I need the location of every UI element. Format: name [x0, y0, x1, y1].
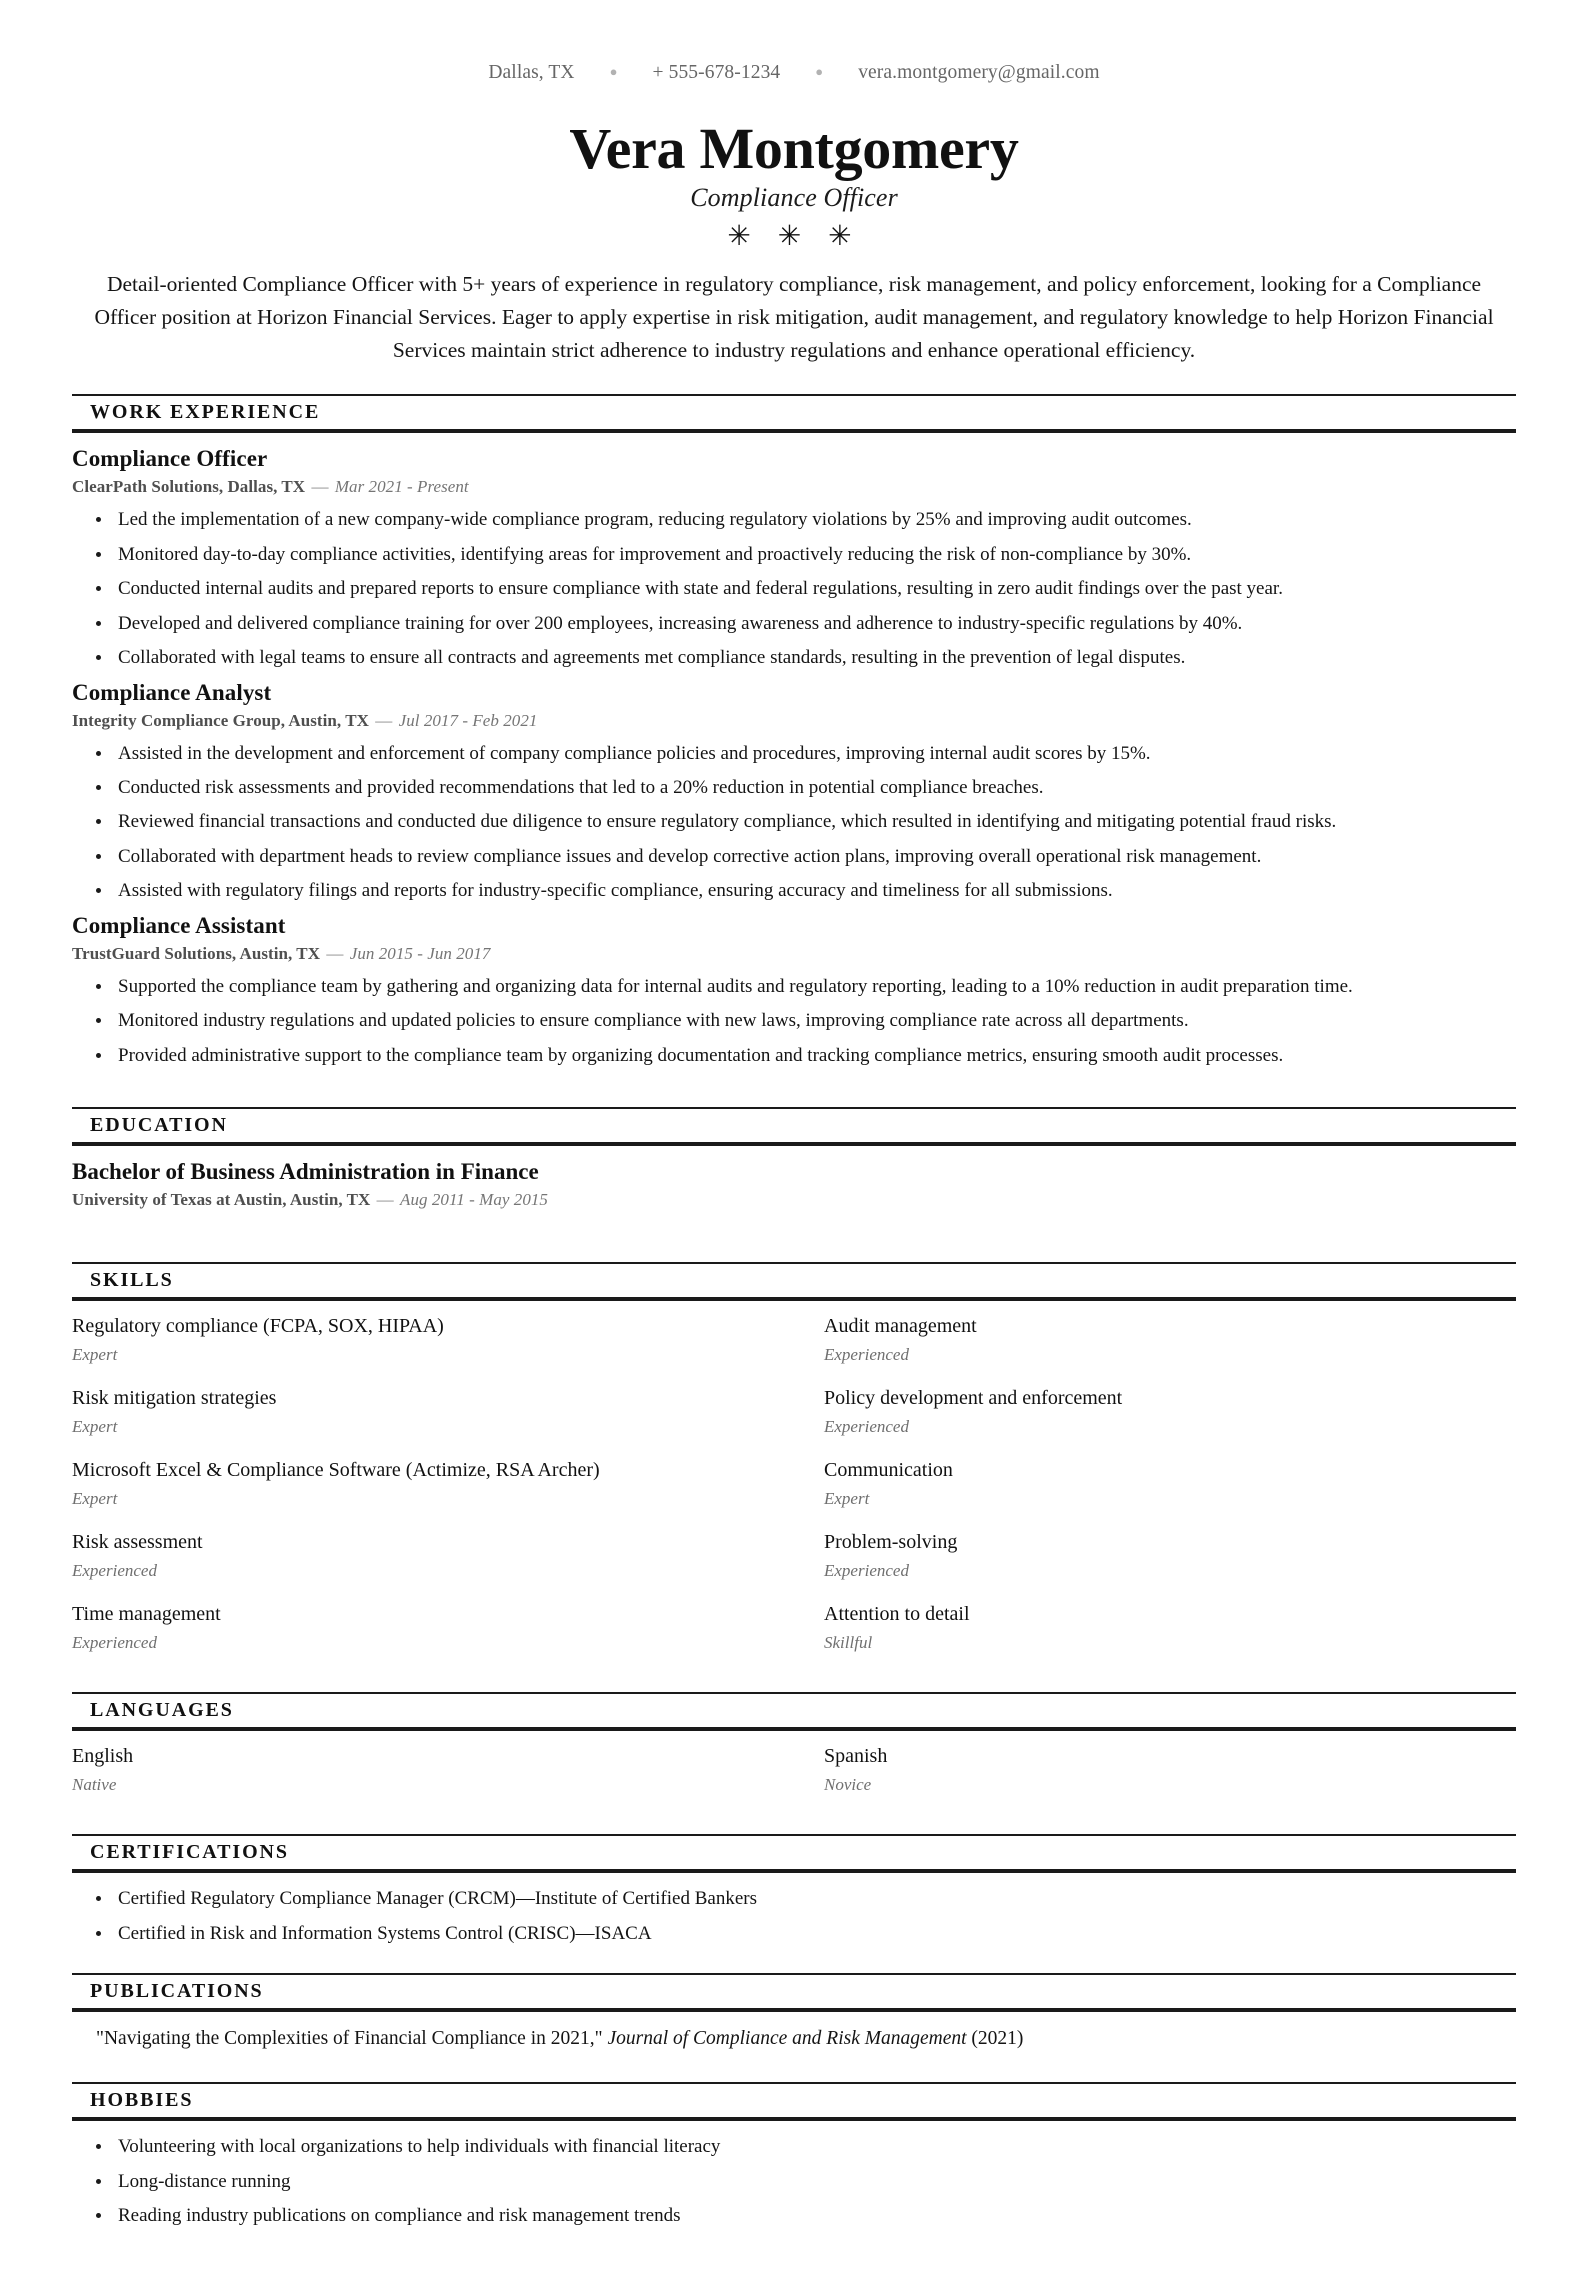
skills-grid: [72, 1314, 1516, 1674]
section-publications: [72, 1973, 1516, 2052]
experience-meta: [72, 477, 1516, 497]
publication-journal: Journal of Compliance and Risk Management: [607, 2028, 967, 2050]
skill-level: Expert: [72, 1417, 118, 1437]
list-item: Provided administrative support to the compliance team by organizing documentation and tracking compliance metrics, ensuring smooth audit processes.: [72, 1043, 1516, 1068]
section-header-hobbies: [72, 2082, 1516, 2121]
skill-item: [824, 1530, 1516, 1581]
skill-item: [72, 1386, 764, 1437]
section-title: CERTIFICATIONS: [90, 1841, 289, 1864]
section-header-languages: [72, 1692, 1516, 1731]
list-item: Collaborated with department heads to review compliance issues and develop corrective action plans, improving overall operational risk management.: [72, 844, 1516, 869]
skill-item: [824, 1386, 1516, 1437]
section-skills: [72, 1262, 1516, 1674]
education-dates: Aug 2011 - May 2015: [400, 1190, 548, 1210]
experience-bullet-list: [72, 507, 1516, 670]
education-degree: Bachelor of Business Administration in Finance: [72, 1159, 539, 1185]
certifications-list: [72, 1886, 1516, 1946]
list-item: Monitored industry regulations and updated policies to ensure compliance with new laws, improving compliance rate across all departments.: [72, 1008, 1516, 1033]
list-item: Long-distance running: [72, 2169, 1516, 2194]
experience-organization: ClearPath Solutions, Dallas, TX: [72, 477, 306, 497]
candidate-name: Vera Montgomery: [569, 116, 1019, 181]
section-header-certifications: [72, 1834, 1516, 1873]
publication-year: (2021): [966, 2028, 1024, 2050]
skill-item: [824, 1458, 1516, 1509]
section-hobbies: [72, 2082, 1516, 2228]
list-item: Conducted risk assessments and provided recommendations that led to a 20% reduction in potential compliance breaches.: [72, 775, 1516, 800]
skill-name: Regulatory compliance (FCPA, SOX, HIPAA): [72, 1315, 444, 1338]
skill-name: Communication: [824, 1459, 953, 1482]
education-entry: [72, 1159, 1516, 1210]
experience-bullet-list: [72, 974, 1516, 1068]
meta-dash: —: [311, 477, 329, 497]
list-item: Led the implementation of a new company-wide compliance program, reducing regulatory violations by 25% and improving audit outcomes.: [72, 507, 1516, 532]
list-item: Reviewed financial transactions and conducted due diligence to ensure regulatory compliance, which resulted in identifying and mitigating potential fraud risks.: [72, 809, 1516, 834]
education-meta: [72, 1190, 1516, 1210]
experience-organization: TrustGuard Solutions, Austin, TX: [72, 943, 321, 963]
language-name: English: [72, 1745, 134, 1768]
meta-dash: —: [326, 943, 344, 963]
section-title: EDUCATION: [90, 1114, 228, 1137]
skill-name: Policy development and enforcement: [824, 1387, 1123, 1410]
skill-item: [824, 1602, 1516, 1653]
skill-name: Audit management: [824, 1315, 977, 1338]
hobbies-list: [72, 2134, 1516, 2228]
contact-phone[interactable]: + 555-678-1234: [652, 62, 781, 83]
contact-line: [72, 62, 1516, 84]
list-item: Monitored day-to-day compliance activities, identifying areas for improvement and proactively reducing the risk of non-compliance by 30%.: [72, 542, 1516, 567]
skill-level: Expert: [72, 1489, 118, 1509]
skill-name: Problem-solving: [824, 1531, 958, 1554]
skill-name: Time management: [72, 1603, 221, 1626]
skill-level: Skillful: [824, 1633, 873, 1653]
experience-entry: [72, 913, 1516, 1068]
section-title: WORK EXPERIENCE: [90, 401, 321, 424]
language-item: [72, 1744, 764, 1795]
section-title: SKILLS: [90, 1269, 174, 1292]
experience-entry: [72, 446, 1516, 670]
skill-item: [72, 1602, 764, 1653]
experience-meta: [72, 944, 1516, 964]
professional-summary: Detail-oriented Compliance Officer with 5+ years of experience in regulatory compliance, risk management, and policy enforcement, looking for a Compliance Officer position at Horizon Financial Services. Eager to apply expertise in risk mitigation, audit management, and regulatory knowledge to help Horizon Financial Services maintain strict adherence to industry regulations and enhance operational efficiency.: [94, 272, 1494, 362]
list-item: Assisted with regulatory filings and reports for industry-specific compliance, ensuring accuracy and timeliness for all submissions.: [72, 878, 1516, 903]
list-item: Developed and delivered compliance training for over 200 employees, increasing awareness and adherence to industry-specific regulations by 40%.: [72, 611, 1516, 636]
asterisk-ornament-icon: ✳ ✳ ✳: [727, 219, 861, 253]
skill-level: Experienced: [72, 1633, 157, 1653]
skill-name: Risk assessment: [72, 1531, 203, 1554]
language-level: Native: [72, 1775, 117, 1795]
language-item: [824, 1744, 1516, 1795]
experience-meta: [72, 711, 1516, 731]
skill-level: Expert: [72, 1345, 118, 1365]
contact-email[interactable]: vera.montgomery@gmail.com: [858, 62, 1100, 83]
skill-item: [72, 1314, 764, 1365]
list-item: Conducted internal audits and prepared reports to ensure compliance with state and federal regulations, resulting in zero audit findings over the past year.: [72, 576, 1516, 601]
contact-location: Dallas, TX: [488, 62, 575, 83]
experience-dates: Mar 2021 - Present: [334, 477, 469, 497]
languages-grid: [72, 1744, 1516, 1816]
experience-dates: Jul 2017 - Feb 2021: [398, 710, 538, 730]
experience-dates: Jun 2015 - Jun 2017: [349, 943, 491, 963]
skill-name: Risk mitigation strategies: [72, 1387, 277, 1410]
section-education: [72, 1107, 1516, 1210]
list-item: Assisted in the development and enforcement of company compliance policies and procedures, improving internal audit scores by 15%.: [72, 741, 1516, 766]
publication-item: [72, 2025, 1516, 2052]
experience-job-title: Compliance Assistant: [72, 912, 286, 938]
section-certifications: [72, 1834, 1516, 1946]
publication-title: "Navigating the Complexities of Financial Compliance in 2021,": [96, 2028, 608, 2050]
experience-organization: Integrity Compliance Group, Austin, TX: [72, 710, 369, 730]
section-header-education: [72, 1107, 1516, 1146]
meta-dash: —: [375, 710, 393, 730]
meta-dash: —: [376, 1190, 394, 1210]
section-title: PUBLICATIONS: [90, 1980, 264, 2003]
list-item: Reading industry publications on compliance and risk management trends: [72, 2203, 1516, 2228]
education-school: University of Texas at Austin, Austin, TX: [72, 1190, 371, 1210]
section-title: LANGUAGES: [90, 1699, 234, 1722]
language-name: Spanish: [824, 1745, 888, 1768]
skill-level: Experienced: [72, 1561, 157, 1581]
skill-item: [72, 1458, 764, 1509]
experience-job-title: Compliance Analyst: [72, 679, 272, 705]
list-item: Volunteering with local organizations to help individuals with financial literacy: [72, 2134, 1516, 2159]
skill-item: [72, 1530, 764, 1581]
candidate-job-title: Compliance Officer: [690, 183, 898, 213]
skill-level: Expert: [824, 1489, 870, 1509]
skill-level: Experienced: [824, 1417, 909, 1437]
section-languages: [72, 1692, 1516, 1816]
section-header-skills: [72, 1262, 1516, 1301]
experience-entry: [72, 680, 1516, 904]
section-work-experience: [72, 394, 1516, 1068]
skill-level: Experienced: [824, 1561, 909, 1581]
list-item: Collaborated with legal teams to ensure all contracts and agreements met compliance standards, resulting in the prevention of legal disputes.: [72, 645, 1516, 670]
skill-item: [824, 1314, 1516, 1365]
section-title: HOBBIES: [90, 2089, 194, 2112]
experience-job-title: Compliance Officer: [72, 446, 268, 472]
list-item: Supported the compliance team by gathering and organizing data for internal audits and regulatory reporting, leading to a 10% reduction in audit preparation time.: [72, 974, 1516, 999]
contact-separator-icon: ●: [815, 63, 824, 79]
list-item: Certified Regulatory Compliance Manager (CRCM)—Institute of Certified Bankers: [72, 1886, 1516, 1911]
skill-name: Attention to detail: [824, 1603, 970, 1626]
section-header-work-experience: [72, 394, 1516, 433]
list-item: Certified in Risk and Information Systems Control (CRISC)—ISACA: [72, 1921, 1516, 1946]
language-level: Novice: [824, 1775, 872, 1795]
contact-separator-icon: ●: [609, 63, 618, 79]
skill-level: Experienced: [824, 1345, 909, 1365]
experience-bullet-list: [72, 741, 1516, 904]
section-header-publications: [72, 1973, 1516, 2012]
skill-name: Microsoft Excel & Compliance Software (Actimize, RSA Archer): [72, 1459, 600, 1482]
